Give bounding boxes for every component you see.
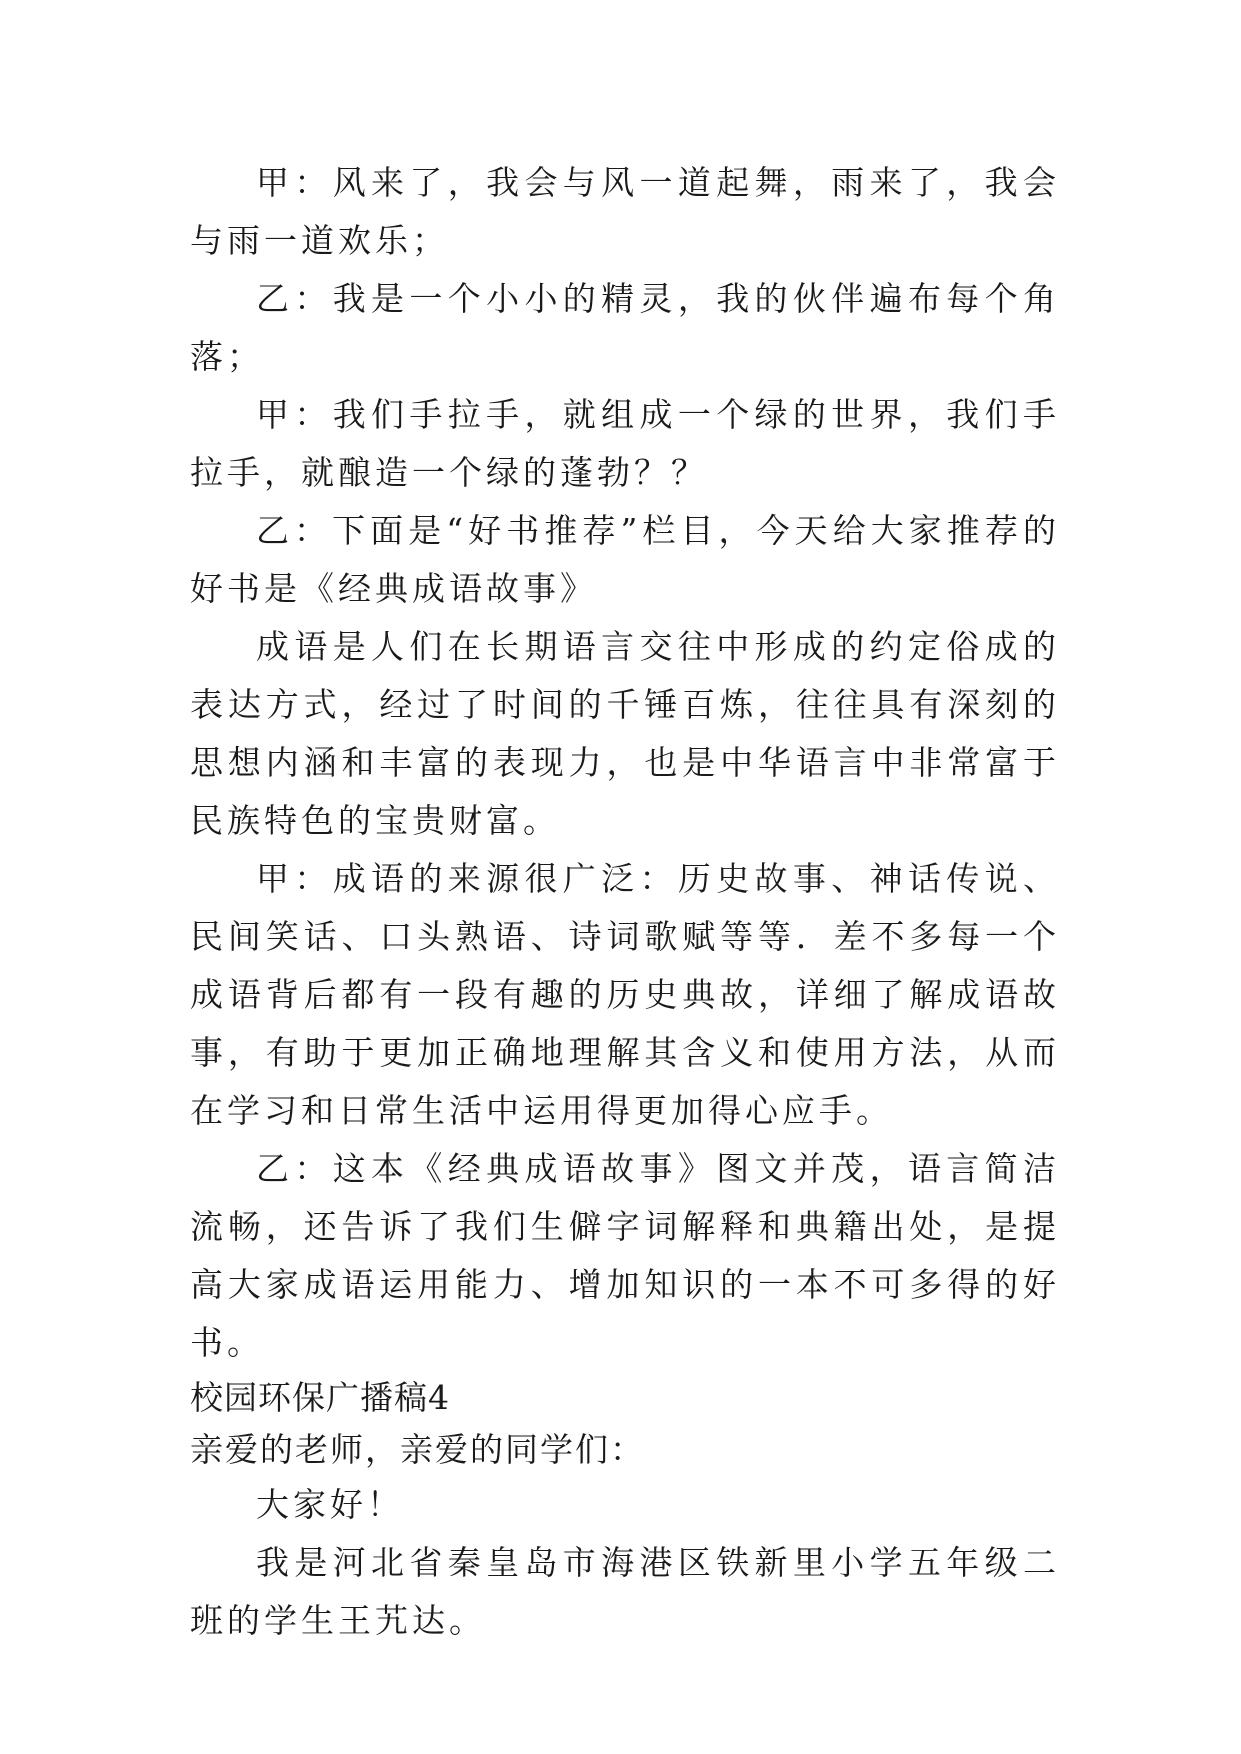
paragraph-jia-idiom-sources: 甲：成语的来源很广泛：历史故事、神话传说、民间笑话、口头熟语、诗词歌赋等等．差不多每一个成语背后都有一段有趣的历史典故，详细了解成语故事，有助于更加正确地理解其含义和使用方法，从而在学习和日常生活中运用得更加得心应手。 bbox=[190, 859, 1060, 1130]
salutation: 亲爱的老师，亲爱的同学们： bbox=[190, 1430, 645, 1469]
document-body bbox=[190, 154, 1060, 1650]
greeting: 大家好！ bbox=[256, 1485, 404, 1524]
section-title: 校园环保广播稿4 bbox=[190, 1378, 450, 1417]
paragraph-yi-spirit: 乙：我是一个小小的精灵，我的伙伴遍布每个角落； bbox=[190, 279, 1060, 376]
paragraph-jia-hand-in-hand: 甲：我们手拉手，就组成一个绿的世界，我们手拉手，就酿造一个绿的蓬勃？？ bbox=[190, 395, 1060, 492]
paragraph-jia-wind-rain: 甲：风来了，我会与风一道起舞，雨来了，我会与雨一道欢乐； bbox=[190, 163, 1060, 260]
paragraph-yi-book-recommendation: 乙：下面是“好书推荐”栏目，今天给大家推荐的好书是《经典成语故事》 bbox=[190, 511, 1060, 608]
paragraph-self-intro: 我是河北省秦皇岛市海港区铁新里小学五年级二班的学生王艽达。 bbox=[190, 1543, 1060, 1640]
paragraph-idiom-definition: 成语是人们在长期语言交往中形成的约定俗成的表达方式，经过了时间的千锤百炼，往往具有深刻的思想内涵和丰富的表现力，也是中华语言中非常富于民族特色的宝贵财富。 bbox=[190, 627, 1060, 840]
paragraph-yi-book-description: 乙：这本《经典成语故事》图文并茂，语言简洁流畅，还告诉了我们生僻字词解释和典籍出处，是提高大家成语运用能力、增加知识的一本不可多得的好书。 bbox=[190, 1149, 1060, 1362]
